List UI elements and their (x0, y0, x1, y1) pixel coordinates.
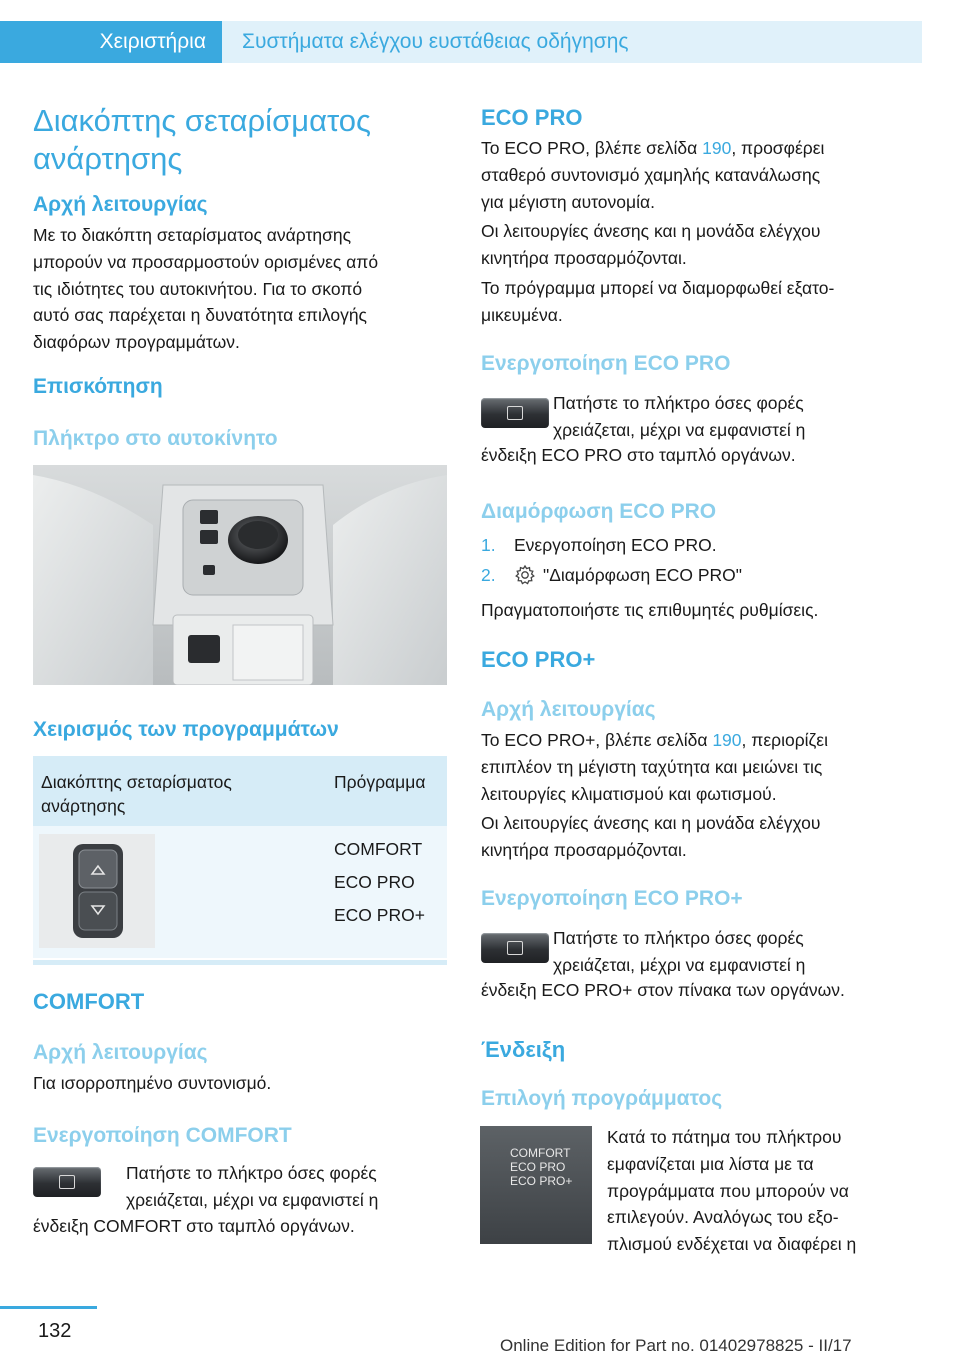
console-photo (33, 465, 447, 685)
table-program-item: COMFORT (334, 839, 423, 859)
principle-line: διαφόρων προγραμμάτων. (33, 332, 240, 353)
comfort-activate-line: χρειάζεται, μέχρι να εμφανιστεί η (126, 1189, 379, 1210)
eco-page-link[interactable]: 190 (702, 138, 732, 158)
instrument-display-image (480, 1126, 592, 1244)
button-in-car-heading: Πλήκτρο στο αυτοκίνητο (33, 427, 278, 450)
eco-activate-text (553, 390, 913, 444)
table-col1-header (41, 770, 232, 818)
principle-line: μπορούν να προσαρμοστούν ορισμένες από (33, 251, 379, 272)
eco-text-line: μικευμένα. (481, 304, 563, 325)
eco-plus-text2 (481, 810, 921, 864)
table-programs (334, 833, 425, 932)
display-heading: Ένδειξη (481, 1037, 566, 1062)
table-program-item: ECO PRO (334, 872, 415, 892)
comfort-activate-line: Πατήστε το πλήκτρο όσες φορές (126, 1163, 377, 1183)
eco-plus-text-line: Οι λειτουργίες άνεσης και η μονάδα ελέγχου (481, 813, 821, 833)
program-select-line: επιλεγούν. Αναλόγως του εξο- (607, 1207, 839, 1228)
comfort-activate-line: ένδειξη COMFORT στο ταμπλό οργάνων. (33, 1216, 355, 1236)
page-title-line1: Διακόπτης σεταρίσματος (33, 103, 371, 138)
principle-line: αυτό σας παρέχεται η δυνατότητα επιλογής (33, 305, 367, 326)
program-select-line: προγράμματα που μπορούν να (607, 1180, 849, 1201)
eco-plus-activate-line: ένδειξη ECO PRO+ στον πίνακα των οργάνων. (481, 980, 845, 1000)
comfort-heading: COMFORT (33, 989, 145, 1014)
suspension-switch-image (39, 834, 155, 948)
table-col1-line: Διακόπτης σεταρίσματος (41, 772, 232, 792)
eco-config-step-num: 2. (481, 565, 496, 585)
principle-line: Με το διακόπτη σεταρίσματος ανάρτησης (33, 225, 352, 245)
eco-activate-heading: Ενεργοποίηση ECO PRO (481, 352, 731, 375)
display-menu-item: COMFORT (510, 1146, 571, 1160)
eco-plus-button-icon (481, 933, 549, 963)
eco-config-heading: Διαμόρφωση ECO PRO (481, 500, 717, 523)
eco-pro-text2 (481, 218, 921, 272)
eco-pro-text (481, 135, 921, 215)
principle-text (33, 222, 453, 356)
eco-plus-activate-text (553, 925, 913, 979)
program-select-line: Κατά το πάτημα του πλήκτρου (607, 1127, 842, 1147)
eco-plus-page-link[interactable]: 190 (712, 730, 742, 750)
table-col2-header: Πρόγραμμα (334, 772, 426, 792)
principle-heading: Αρχή λειτουργίας (33, 193, 208, 216)
display-menu-item: ECO PRO+ (510, 1174, 573, 1188)
eco-activate-line: ένδειξη ECO PRO στο ταμπλό οργάνων. (481, 445, 796, 465)
comfort-activate-heading: Ενεργοποίηση COMFORT (33, 1124, 292, 1147)
eco-plus-heading: ECO PRO+ (481, 647, 596, 672)
program-select-text (607, 1124, 907, 1258)
eco-text-part: , προσφέρει (731, 138, 825, 158)
eco-plus-text (481, 727, 921, 807)
table-col1-line: ανάρτησης (41, 796, 126, 816)
header-section-label: Χειριστήρια (99, 30, 206, 53)
eco-text-line: σταθερό συντονισμό χαμηλής κατανάλωσης (481, 164, 821, 185)
footer-rule (0, 1306, 97, 1309)
eco-plus-activate-line: Πατήστε το πλήκτρο όσες φορές (553, 928, 804, 948)
header-section-tab (0, 21, 222, 63)
comfort-principle-heading: Αρχή λειτουργίας (33, 1041, 208, 1064)
eco-button-icon (481, 398, 549, 428)
program-select-line: εμφανίζεται μια λίστα με τα (607, 1153, 814, 1174)
header-chapter-label: Συστήματα ελέγχου ευστάθειας οδήγησης (242, 30, 629, 53)
eco-pro-heading: ECO PRO (481, 105, 583, 130)
eco-text-line: για μέγιστη αυτονομία. (481, 191, 655, 212)
eco-plus-activate-line: χρειάζεται, μέχρι να εμφανιστεί η (553, 954, 806, 975)
table-divider (33, 960, 447, 965)
eco-config-step-text: Ενεργοποίηση ECO PRO. (514, 535, 717, 555)
eco-plus-activate-heading: Ενεργοποίηση ECO PRO+ (481, 887, 743, 910)
eco-text-line: κινητήρα προσαρμόζονται. (481, 247, 687, 268)
eco-config-step-text: "Διαμόρφωση ECO PRO" (543, 565, 743, 585)
eco-text-line: Το πρόγραμμα μπορεί να διαμορφωθεί εξατο- (481, 278, 835, 298)
eco-config-after: Πραγματοποιήστε τις επιθυμητές ρυθμίσεις. (481, 600, 819, 620)
eco-text-line: Οι λειτουργίες άνεσης και η μονάδα ελέγχου (481, 221, 821, 241)
eco-plus-principle-heading: Αρχή λειτουργίας (481, 698, 656, 721)
program-operation-heading: Χειρισμός των προγραμμάτων (33, 718, 339, 741)
comfort-principle-text: Για ισορροπημένο συντονισμό. (33, 1073, 272, 1093)
program-select-heading: Επιλογή προγράμματος (481, 1087, 723, 1110)
eco-plus-text-line: κινητήρα προσαρμόζονται. (481, 839, 687, 860)
eco-activate-line: Πατήστε το πλήκτρο όσες φορές (553, 393, 804, 413)
table-program-item: ECO PRO+ (334, 905, 425, 925)
left-title (33, 102, 453, 178)
edition-text: Online Edition for Part no. 01402978825 - II/17 (500, 1336, 852, 1355)
overview-heading: Επισκόπηση (33, 375, 163, 398)
program-select-line: πλισμού ενδέχεται να διαφέρει η (607, 1234, 857, 1255)
eco-plus-text-part: Το ECO PRO+, βλέπε σελίδα (481, 730, 713, 750)
eco-pro-text3 (481, 275, 921, 329)
page-title-line2: ανάρτησης (33, 141, 183, 176)
eco-activate-line: χρειάζεται, μέχρι να εμφανιστεί η (553, 419, 806, 440)
comfort-button-icon (33, 1167, 101, 1197)
header-chapter-tab (222, 21, 922, 63)
comfort-activate-text (126, 1160, 456, 1214)
eco-plus-text-part: , περιορίζει (741, 730, 828, 750)
eco-plus-text-line: λειτουργίες κλιματισμού και φωτισμού. (481, 783, 777, 804)
eco-config-step-num: 1. (481, 535, 496, 555)
principle-line: τις ιδιότητες του αυτοκινήτου. Για το σκοπό (33, 278, 363, 299)
eco-plus-text-line: επιπλέον τη μέγιστη ταχύτητα και μειώνει τις (481, 756, 823, 777)
display-menu-item: ECO PRO (510, 1160, 566, 1174)
page-number: 132 (38, 1320, 72, 1342)
eco-text-part: Το ECO PRO, βλέπε σελίδα (481, 138, 703, 158)
settings-gear-icon (514, 564, 536, 586)
